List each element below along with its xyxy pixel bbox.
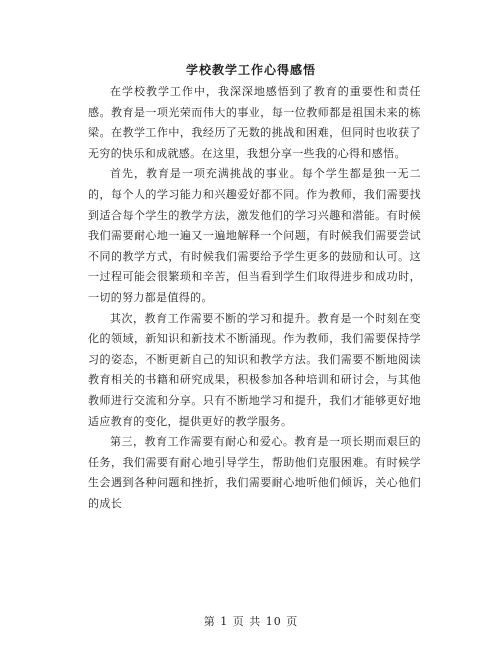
paragraph-second: 其次，教育工作需要不断的学习和提升。教育是一个时刻在变化的领域，新知识和新技术不断涌现。作为教师，我们需要保持学习的姿态，不断更新自己的知识和教学方法。我们需要不断地阅读教育相关的书籍和研究成果，积极参加各种培训和研讨会，与其他教师进行交流和分享。只有不断地学习和提升，我们才能够更好地适应教育的变化，提供更好的教学服务。 <box>88 311 421 428</box>
document-title: 学校教学工作心得感悟 <box>185 63 316 77</box>
paragraph-third: 第三，教育工作需要有耐心和爱心。教育是一项长期而艰巨的任务，我们需要有耐心地引导学生，帮助他们克服困难。有时候学生会遇到各种问题和挫折，我们需要耐心地听他们倾诉，关心他们的成长 <box>88 435 421 510</box>
paragraph-intro: 在学校教学工作中，我深深地感悟到了教育的重要性和责任感。教育是一项光荣而伟大的事业，每一位教师都是祖国未来的栋梁。在教学工作中，我经历了无数的挑战和困难，但同时也收获了无穷的快乐和成就感。在这里，我想分享一些我的心得和感悟。 <box>88 85 421 160</box>
page-number-footer: 第 1 页 共 10 页 <box>203 615 299 628</box>
document-body <box>88 82 421 514</box>
paragraph-first: 首先，教育是一项充满挑战的事业。每个学生都是独一无二的，每个人的学习能力和兴趣爱好都不同。作为教师，我们需要找到适合每个学生的教学方法，激发他们的学习兴趣和潜能。有时候我们需要耐心地一遍又一遍地解释一个问题，有时候我们需要尝试不同的教学方式，有时候我们需要给予学生更多的鼓励和认可。这一过程可能会很繁琐和辛苦，但当看到学生们取得进步和成功时，一切的努力都是值得的。 <box>88 167 421 304</box>
